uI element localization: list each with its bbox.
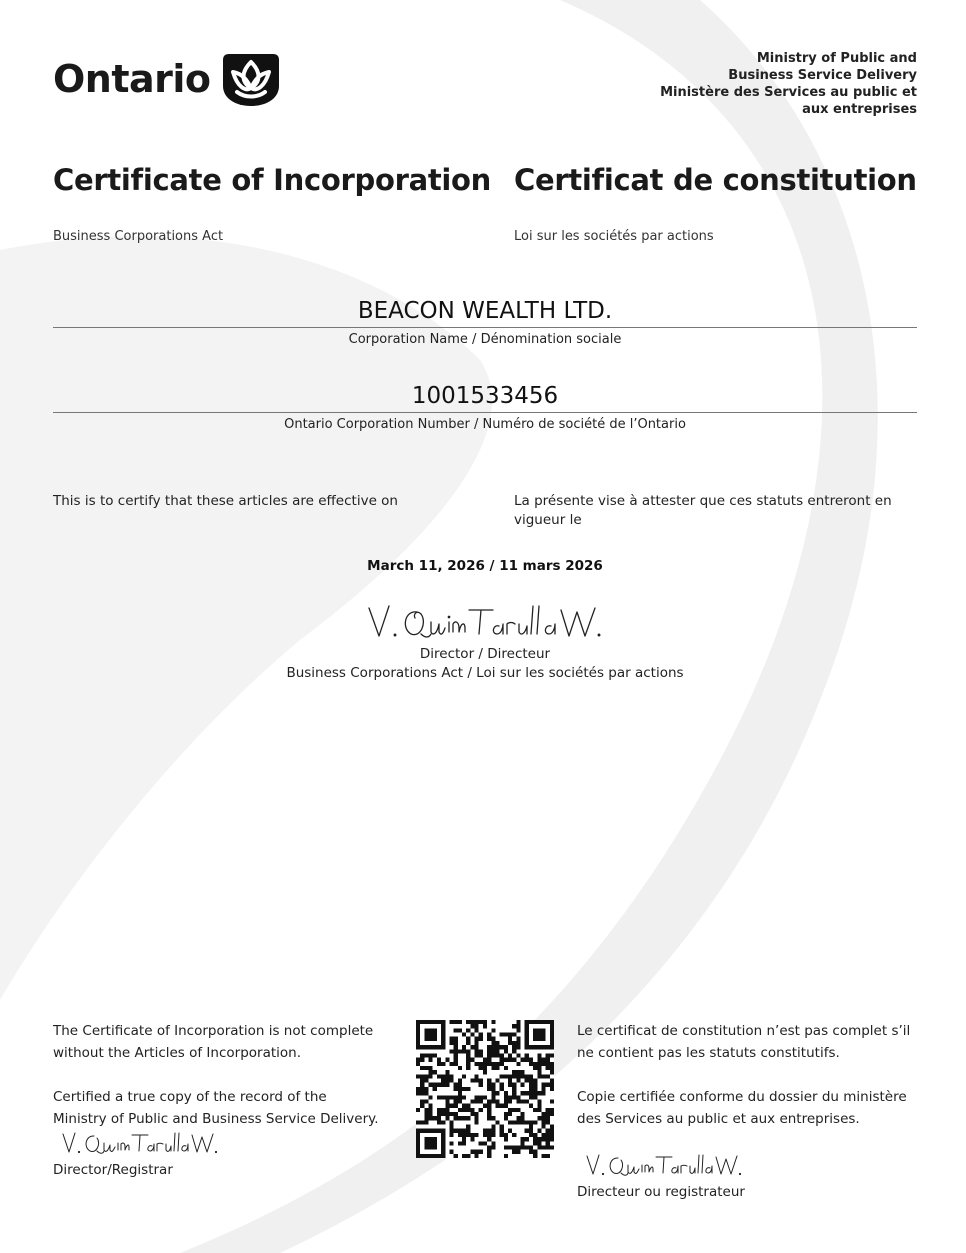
director-block — [53, 645, 917, 683]
title-english: Certificate of Incorporation — [53, 163, 492, 197]
registrar-signature-english — [60, 1128, 220, 1158]
ministry-line: Ministère des Services au public et — [660, 85, 917, 100]
corporation-number-field — [53, 382, 917, 432]
footer-role-english: Director/Registrar — [53, 1162, 173, 1178]
divider — [53, 327, 917, 328]
corporation-number-caption: Ontario Corporation Number / Numéro de société de l’Ontario — [284, 417, 686, 432]
ministry-line: Ministry of Public and — [756, 51, 917, 66]
footer-note-english: The Certificate of Incorporation is not complete without the Articles of Incorporation. — [53, 1023, 374, 1061]
certify-english: This is to certify that these articles are effective on — [53, 493, 398, 509]
ontario-logo — [53, 50, 281, 108]
footer-note-french: Le certificat de constitution n’est pas complet s’il ne contient pas les statuts constitutifs. — [577, 1023, 911, 1061]
registrar-signature-french — [584, 1150, 744, 1180]
act-english: Business Corporations Act — [53, 229, 224, 244]
director-title: Director / Directeur — [419, 646, 551, 662]
director-act: Business Corporations Act / Loi sur les sociétés par actions — [286, 665, 684, 681]
logo-wordmark: Ontario — [53, 57, 211, 101]
qr-code-icon — [416, 1020, 554, 1158]
corporation-name: BEACON WEALTH LTD. — [357, 298, 613, 324]
corporation-name-field — [53, 297, 917, 347]
director-signature — [365, 598, 605, 646]
footer-certified-english: Certified a true copy of the record of the Ministry of Public and Business Service Delivery. — [53, 1089, 379, 1127]
ministry-line: Business Service Delivery — [728, 68, 917, 83]
title-french: Certificat de constitution — [514, 163, 917, 197]
certify-french: La présente vise à attester que ces statuts entreront en vigueur le — [514, 493, 892, 528]
ministry-line: aux entreprises — [802, 102, 917, 117]
act-french: Loi sur les sociétés par actions — [514, 229, 714, 244]
footer-french — [577, 1020, 912, 1130]
footer-role-french: Directeur ou registrateur — [577, 1184, 745, 1200]
corporation-number: 1001533456 — [411, 383, 559, 409]
trillium-icon — [221, 50, 281, 108]
effective-date: March 11, 2026 / 11 mars 2026 — [367, 558, 603, 574]
divider — [53, 412, 917, 413]
corporation-name-caption: Corporation Name / Dénomination sociale — [348, 332, 622, 347]
footer-certified-french: Copie certifiée conforme du dossier du ministère des Services au public et aux entreprises. — [577, 1089, 907, 1127]
ministry-name — [660, 50, 917, 118]
footer-english — [53, 1020, 383, 1130]
